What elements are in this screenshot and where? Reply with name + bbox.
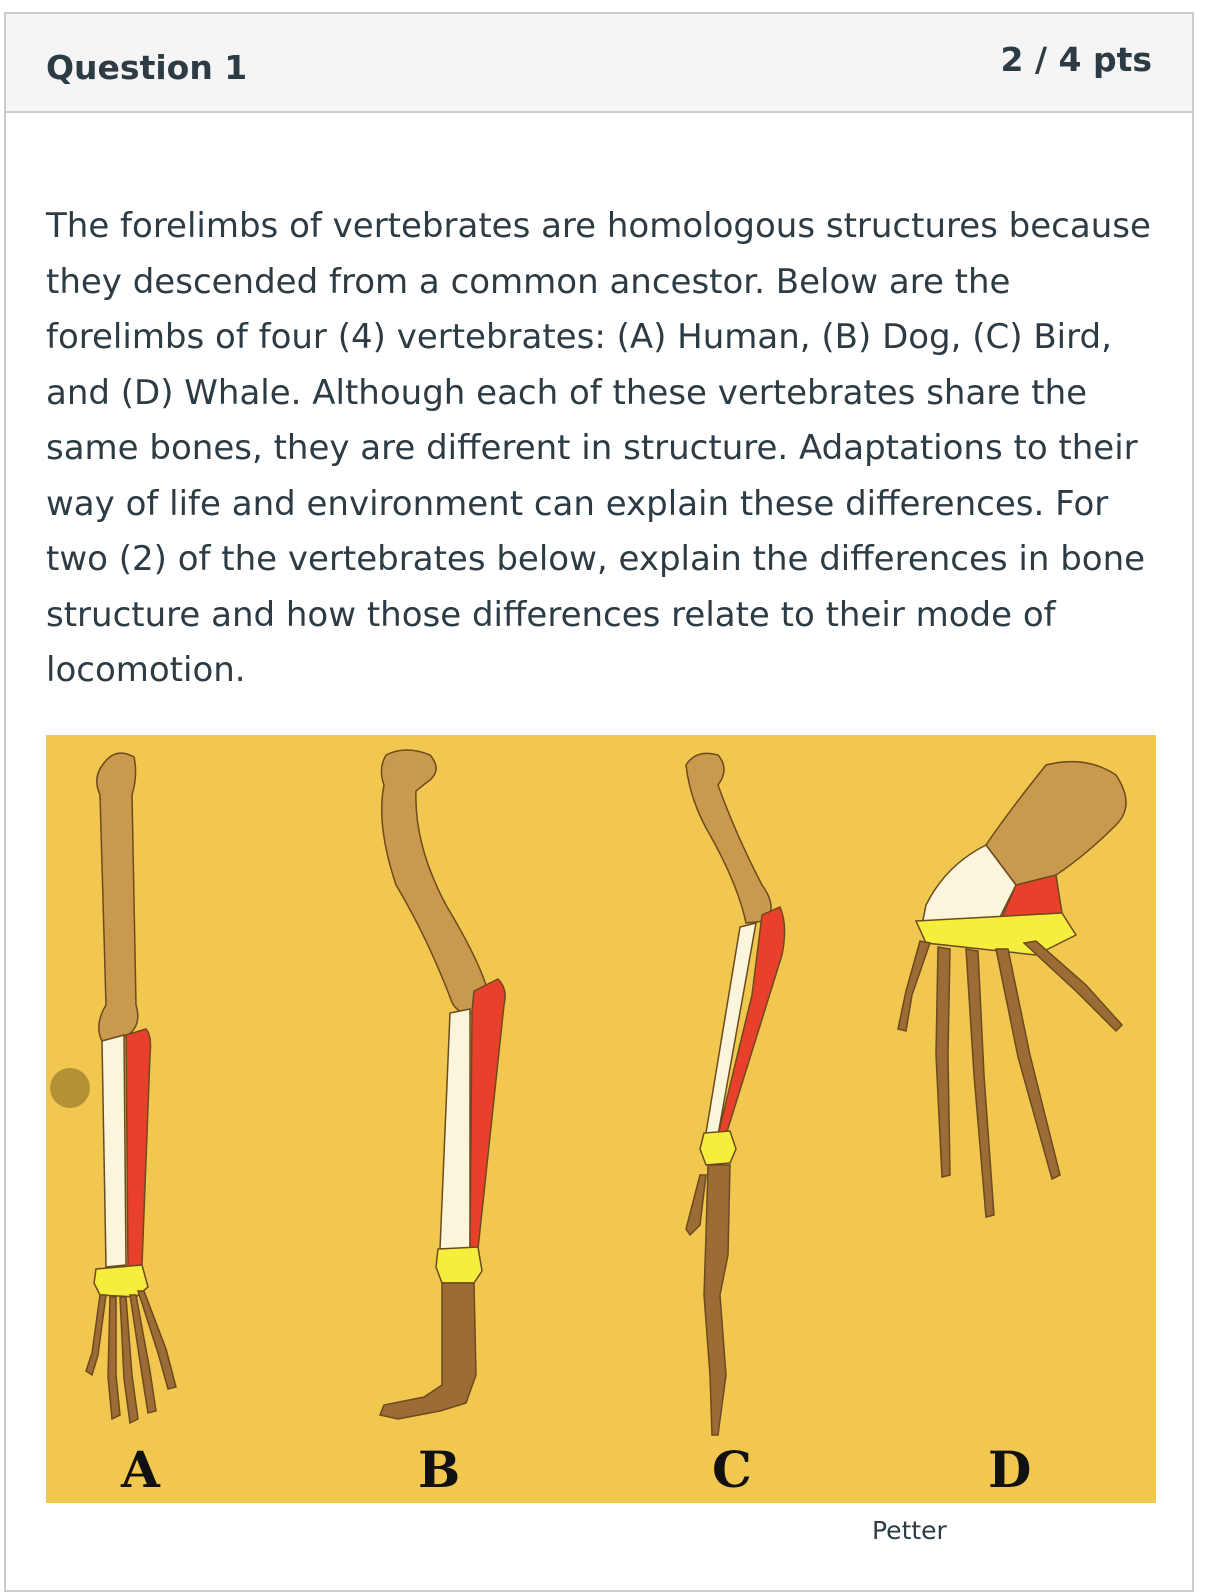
figure-label-c: C <box>712 1440 752 1499</box>
question-header <box>6 14 1192 113</box>
figure-label-b: B <box>418 1440 461 1499</box>
question-text: The forelimbs of vertebrates are homologous structures because they descended from a common ancestor. Below are the forelimbs of four (4) vertebrates: (A) Human, (B) Dog, (C) Bird, and (D) Whale. Although each of these vertebrates share the same bones, they are different in structure. Adaptations to their way of life and environment can explain these differences. For two (2) of the vertebrates below, explain the differences in bone structure and how those differences relate to their mode of locomotion. <box>46 206 1151 690</box>
question-title: Question 1 <box>46 48 248 87</box>
forelimb-illustration <box>46 735 1156 1503</box>
forelimb-dog <box>380 750 505 1419</box>
forelimb-human <box>86 753 176 1423</box>
figure-label-d: D <box>988 1440 1032 1499</box>
forelimb-bird <box>686 753 785 1435</box>
forelimb-whale <box>898 762 1126 1217</box>
figure-label-a: A <box>121 1440 160 1499</box>
image-credit: Petter <box>872 1516 947 1545</box>
question-points: 2 / 4 pts <box>1000 40 1152 79</box>
forelimb-figure <box>46 735 1156 1503</box>
cursor-indicator <box>50 1068 90 1108</box>
question-card <box>4 12 1194 1592</box>
